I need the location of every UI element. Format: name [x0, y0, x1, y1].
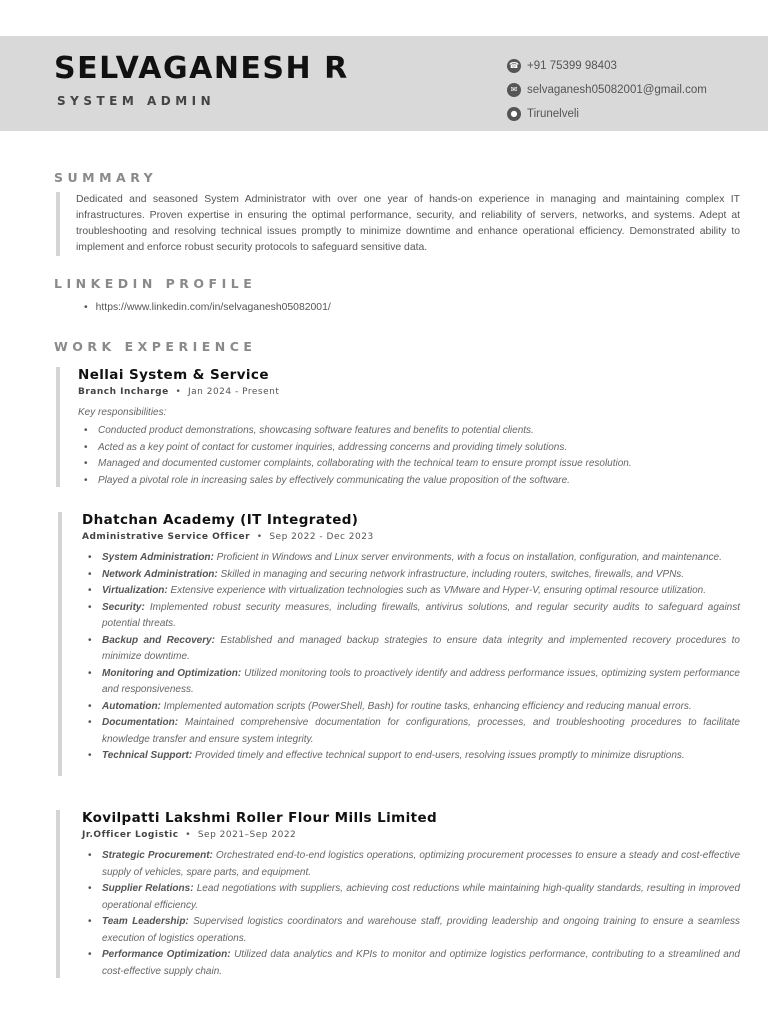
contact-phone: [507, 54, 707, 78]
bullet-label: Team Leadership:: [102, 916, 189, 927]
bullet-label: Monitoring and Optimization:: [102, 667, 242, 679]
meta-separator: •: [181, 830, 195, 840]
bullet-text: Acted as a key point of contact for customer inquiries, addressing concerns and providing timely solutions.: [98, 441, 568, 453]
bullet-text: Maintained comprehensive documentation for configurations, processes, and troubleshooting procedures to facilitate knowledge transfer and ensure system integrity.: [102, 717, 740, 745]
summary-heading: SUMMARY: [54, 170, 158, 185]
list-item: [82, 699, 740, 716]
job-company: Nellai System & Service: [78, 367, 269, 383]
job-position: Administrative Service Officer: [82, 532, 251, 542]
job-position: Jr.Officer Logistic: [82, 830, 179, 840]
bullet-text: Utilized data analytics and KPIs to monitor and optimize logistics performance, contributing to a streamlined and cost-effective supply chain.: [102, 949, 740, 977]
location-text: Tirunelveli: [527, 108, 579, 120]
bullet-text: Established and managed backup strategies to ensure data integrity and implemented recovery procedures to minimize downtime.: [102, 634, 740, 662]
list-item: [78, 423, 740, 440]
bullet-text: Provided timely and effective technical support to end-users, resolving issues promptly to minimize disruptions.: [194, 750, 685, 761]
bullet-label: Technical Support:: [102, 750, 193, 761]
list-item: [82, 583, 740, 600]
bullet-label: Network Administration:: [102, 568, 218, 580]
bullet-text: Implemented robust security measures, including firewalls, antivirus solutions, and regular security audits to safeguard against potential threats.: [102, 601, 740, 629]
bullet-label: System Administration:: [102, 552, 214, 563]
job-entry: [56, 810, 740, 978]
bullet-text: Conducted product demonstrations, showcasing software features and benefits to potential clients.: [98, 425, 534, 436]
bullet-text: Skilled in managing and securing network infrastructure, including routers, switches, firewalls, and VPNs.: [220, 568, 685, 580]
job-meta: [78, 386, 740, 399]
bullet-label: Virtualization:: [102, 585, 168, 596]
job-intro: Key responsibilities:: [78, 407, 167, 418]
bullet-label: Security:: [102, 601, 145, 613]
list-item: [78, 473, 740, 490]
job-dates: Sep 2021–Sep 2022: [197, 830, 297, 840]
list-item: [82, 748, 740, 765]
list-item: [78, 456, 740, 473]
contact-location: [507, 102, 707, 126]
bullet-text: Lead negotiations with suppliers, achieving cost reductions while maintaining high-quality standards, resulting in improved operational efficiency.: [102, 883, 740, 911]
summary-block: [56, 192, 740, 256]
candidate-name: SELVAGANESH R: [54, 51, 349, 86]
job-company: Dhatchan Academy (IT Integrated): [82, 512, 359, 528]
job-bullets: [78, 423, 740, 489]
email-address[interactable]: selvaganesh05082001@gmail.com: [527, 84, 707, 96]
list-item: [82, 715, 740, 748]
email-icon: ✉: [507, 83, 521, 97]
list-item: [82, 881, 740, 914]
job-bullets: [82, 848, 740, 980]
list-item: [82, 600, 740, 633]
list-item: [82, 550, 740, 567]
bullet-label: Documentation:: [102, 717, 179, 728]
phone-number: +91 75399 98403: [527, 60, 617, 72]
job-company: Kovilpatti Lakshmi Roller Flour Mills Limited: [82, 810, 438, 826]
job-dates: Sep 2022 - Dec 2023: [269, 532, 374, 542]
bullet-text: Managed and documented customer complaints, collaborating with the technical team to ensure prompt issue resolution.: [98, 458, 632, 469]
location-icon: ●: [507, 107, 521, 121]
list-item: [82, 914, 740, 947]
phone-icon: ☎: [507, 59, 521, 73]
work-heading: WORK EXPERIENCE: [54, 339, 257, 354]
bullet-text: Proficient in Windows and Linux server environments, with a focus on installation, configuration, and maintenance.: [216, 552, 722, 563]
bullet-text: Implemented automation scripts (PowerShell, Bash) for routine tasks, enhancing efficiency and reducing manual errors.: [163, 700, 692, 712]
job-dates: Jan 2024 - Present: [188, 387, 280, 397]
bullet-text: Orchestrated end-to-end logistics operations, optimizing procurement processes to ensure a steady and cost-effective supply of vehicles, spare parts, and equipment.: [102, 850, 741, 878]
candidate-role: SYSTEM ADMIN: [57, 94, 216, 108]
bullet-label: Strategic Procurement:: [102, 850, 213, 861]
list-item: [82, 848, 740, 881]
bullet-label: Automation:: [102, 700, 161, 712]
meta-separator: •: [253, 532, 266, 542]
bullet-label: Performance Optimization:: [102, 949, 231, 960]
bullet-text: Extensive experience with virtualization technologies such as VMware and Hyper-V, ensuring optimal resource utilization.: [170, 585, 706, 596]
meta-separator: •: [172, 387, 185, 397]
job-entry: [58, 512, 740, 776]
bullet-label: Supplier Relations:: [102, 883, 194, 894]
job-meta: [82, 829, 740, 842]
bullet-text: Played a pivotal role in increasing sales by effectively communicating the value proposition of the software.: [98, 474, 570, 486]
bullet-text: Supervised logistics coordinators and warehouse staff, providing leadership and ongoing training to ensure a seamless execution of logistics operations.: [102, 916, 741, 944]
contact-info: [507, 54, 707, 126]
summary-text: Dedicated and seasoned System Administrator with over one year of hands-on experience in managing and maintaining complex IT infrastructures. Proven expertise in ensuring the optimal performance, security, and reliability of servers, networks, and systems. Adept at troubleshooting and resolving technical issues promptly to minimize downtime and enhance operational efficiency. Demonstrated ability to implement and enforce robust security protocols to safeguard sensitive data.: [76, 194, 740, 253]
bullet-label: Backup and Recovery:: [102, 634, 216, 646]
resume-header: [0, 36, 768, 131]
list-item: [82, 666, 740, 699]
list-item: [82, 947, 740, 980]
linkedin-heading: LINKEDIN PROFILE: [54, 276, 257, 291]
contact-email: [507, 78, 707, 102]
job-entry: [56, 367, 740, 487]
list-item: [82, 633, 740, 666]
list-item: [82, 567, 740, 584]
job-bullets: [82, 550, 740, 765]
job-position: Branch Incharge: [78, 387, 169, 397]
job-meta: [82, 531, 740, 544]
bullet-text: Utilized monitoring tools to proactively identify and address performance issues, optimizing system performance and responsiveness.: [102, 667, 740, 695]
linkedin-link[interactable]: • https://www.linkedin.com/in/selvaganesh05082001/: [84, 302, 331, 313]
list-item: [78, 440, 740, 457]
